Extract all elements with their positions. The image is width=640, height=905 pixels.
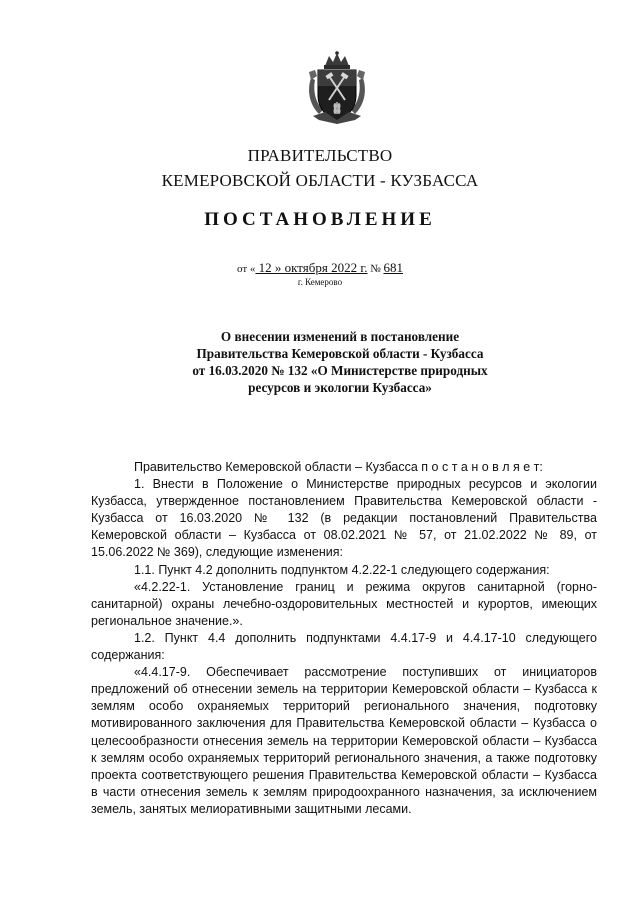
date-mid: » (274, 260, 285, 275)
body-paragraph: 1.2. Пункт 4.4 дополнить подпунктами 4.4.17-9 и 4.4.17-10 следующего содержания: (91, 630, 597, 663)
document-body (91, 459, 597, 818)
body-paragraph: «4.4.17-9. Обеспечивает рассмотрение поступивших от инициаторов предложений об отнесении земель на территории Кемеровской области – Кузбасса к землям особо охраняемых территорий регионального значения, подготовку мотивированного заключения для Правительства Кемеровской области – Кузбасса о целесообразности отнесения земель на территории Кемеровской области – Кузбасса к землям особо охраняемых территорий регионального значения, а также подготовку проекта соответствующего решения Правительства Кемеровской области – Кузбасса в части отнесения земель к землям природоохранного назначения, за исключением земель, занятых мелиоративными защитными лесами. (91, 665, 597, 816)
date-month-year: октября 2022 г. (284, 260, 368, 275)
number-prefix: № (367, 263, 384, 275)
date-number-line (0, 260, 640, 276)
body-paragraph: 1. Внести в Положение о Министерстве природных ресурсов и экологии Кузбасса, утвержденное постановлением Правительства Кемеровской области - Кузбасса от 16.03.2020 № 132 (в редакции постановлений Правительства Кемеровской области – Кузбасса от 08.02.2021 № 57, от 21.02.2022 № 89, от 15.06.2022 № 369), следующие изменения: (91, 477, 597, 560)
subject-line: ресурсов и экологии Кузбасса» (248, 380, 432, 395)
body-paragraph: «4.2.22-1. Установление границ и режима округов санитарной (горно-санитарной) охраны лечебно-оздоровительных местностей и курортов, имеющих региональное значение.». (91, 579, 597, 628)
document-number: 681 (383, 260, 403, 275)
date-prefix: от « (236, 263, 256, 275)
government-name-line2: КЕМЕРОВСКОЙ ОБЛАСТИ - КУЗБАССА (161, 171, 479, 190)
date-day: 12 (255, 260, 275, 275)
government-name-line1: ПРАВИТЕЛЬСТВО (247, 146, 393, 165)
body-paragraph: Правительство Кемеровской области – Кузбасса п о с т а н о в л я е т: (134, 460, 543, 474)
subject-line: Правительства Кемеровской области - Кузбасса (196, 346, 484, 361)
coat-of-arms-emblem-icon (305, 50, 369, 124)
document-title: ПОСТАНОВЛЕНИЕ (204, 209, 436, 230)
city-label: г. Кемерово (297, 277, 343, 287)
body-paragraph: 1.1. Пункт 4.2 дополнить подпунктом 4.2.22-1 следующего содержания: (134, 562, 550, 577)
subject-line: от 16.03.2020 № 132 «О Министерстве природных (192, 363, 488, 378)
document-subject (120, 328, 560, 396)
subject-line: О внесении изменений в постановление (220, 329, 460, 344)
